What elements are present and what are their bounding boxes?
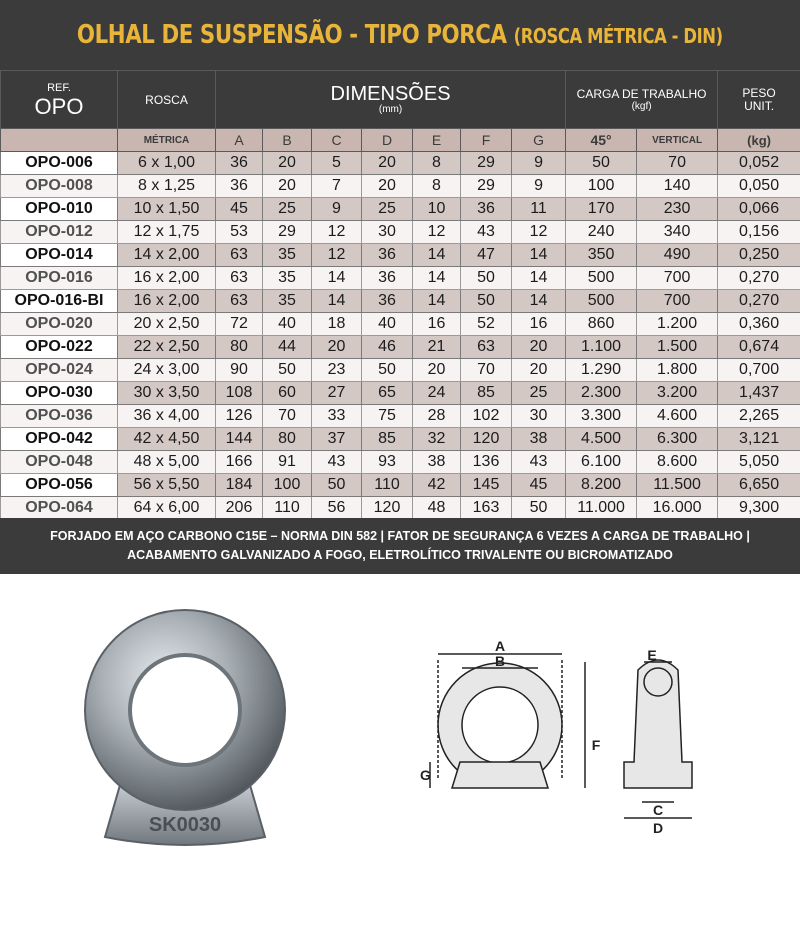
cell-g: 38 <box>512 428 566 451</box>
cell-rosca: 30 x 3,50 <box>118 382 216 405</box>
cell-peso: 0,052 <box>718 152 800 175</box>
cell-peso: 0,066 <box>718 198 800 221</box>
cell-d: 36 <box>362 267 413 290</box>
cell-b: 91 <box>263 451 312 474</box>
cell-a: 144 <box>216 428 263 451</box>
sub-45: 45° <box>566 129 637 152</box>
cell-ref: OPO-024 <box>1 359 118 382</box>
cell-e: 32 <box>413 428 461 451</box>
cell-c: 33 <box>312 405 362 428</box>
cell-a: 90 <box>216 359 263 382</box>
cell-f: 136 <box>461 451 512 474</box>
cell-peso: 0,250 <box>718 244 800 267</box>
cell-c: 12 <box>312 221 362 244</box>
label-e: E <box>647 647 657 663</box>
cell-g: 20 <box>512 336 566 359</box>
header-rosca: ROSCA <box>118 71 216 129</box>
cell-c45: 860 <box>566 313 637 336</box>
cell-a: 126 <box>216 405 263 428</box>
sub-col-a: A <box>216 129 263 152</box>
cell-g: 25 <box>512 382 566 405</box>
cell-ref: OPO-064 <box>1 497 118 520</box>
cell-peso: 5,050 <box>718 451 800 474</box>
sub-vertical: VERTICAL <box>637 129 718 152</box>
cell-g: 30 <box>512 405 566 428</box>
cell-vert: 3.200 <box>637 382 718 405</box>
cell-vert: 1.200 <box>637 313 718 336</box>
cell-peso: 0,674 <box>718 336 800 359</box>
sub-kg: (kg) <box>718 129 800 152</box>
cell-f: 47 <box>461 244 512 267</box>
cell-peso: 0,050 <box>718 175 800 198</box>
table-row <box>1 428 800 451</box>
title-bar <box>0 0 800 70</box>
sub-col-f: F <box>461 129 512 152</box>
cell-a: 63 <box>216 244 263 267</box>
cell-g: 14 <box>512 244 566 267</box>
cell-ref: OPO-056 <box>1 474 118 497</box>
cell-g: 9 <box>512 152 566 175</box>
cell-rosca: 36 x 4,00 <box>118 405 216 428</box>
sub-col-g: G <box>512 129 566 152</box>
cell-rosca: 12 x 1,75 <box>118 221 216 244</box>
cell-d: 40 <box>362 313 413 336</box>
cell-b: 80 <box>263 428 312 451</box>
cell-b: 60 <box>263 382 312 405</box>
eye-nut-photo <box>75 605 295 865</box>
table-row <box>1 474 800 497</box>
cell-c45: 100 <box>566 175 637 198</box>
cell-b: 35 <box>263 290 312 313</box>
cell-ref: OPO-008 <box>1 175 118 198</box>
cell-c45: 1.100 <box>566 336 637 359</box>
cell-peso: 0,360 <box>718 313 800 336</box>
footer-line-2: ACABAMENTO GALVANIZADO A FOGO, ELETROLÍTICO TRIVALENTE OU BICROMATIZADO <box>127 548 673 562</box>
cell-g: 9 <box>512 175 566 198</box>
cell-vert: 70 <box>637 152 718 175</box>
cell-ref: OPO-012 <box>1 221 118 244</box>
cell-a: 36 <box>216 175 263 198</box>
cell-g: 43 <box>512 451 566 474</box>
cell-g: 16 <box>512 313 566 336</box>
cell-g: 45 <box>512 474 566 497</box>
cell-g: 12 <box>512 221 566 244</box>
cell-rosca: 24 x 3,00 <box>118 359 216 382</box>
cell-c: 18 <box>312 313 362 336</box>
cell-b: 20 <box>263 152 312 175</box>
label-f: F <box>591 737 601 753</box>
cell-vert: 4.600 <box>637 405 718 428</box>
cell-peso: 1,437 <box>718 382 800 405</box>
footer-line-1: FORJADO EM AÇO CARBONO C15E – NORMA DIN 582 | FATOR DE SEGURANÇA 6 VEZES A CARGA DE TRABALHO | <box>50 529 750 543</box>
cell-c45: 8.200 <box>566 474 637 497</box>
table-row <box>1 359 800 382</box>
cell-a: 184 <box>216 474 263 497</box>
cell-ref: OPO-006 <box>1 152 118 175</box>
cell-peso: 9,300 <box>718 497 800 520</box>
technical-drawing <box>420 640 720 840</box>
cell-e: 20 <box>413 359 461 382</box>
table-row <box>1 336 800 359</box>
cell-ref: OPO-036 <box>1 405 118 428</box>
label-g: G <box>420 767 431 783</box>
cell-vert: 700 <box>637 290 718 313</box>
cell-g: 50 <box>512 497 566 520</box>
cell-f: 70 <box>461 359 512 382</box>
cell-f: 50 <box>461 267 512 290</box>
title-sub: (ROSCA MÉTRICA - DIN) <box>513 24 723 48</box>
cell-d: 75 <box>362 405 413 428</box>
label-a: A <box>494 640 506 654</box>
header-ref: REF. OPO <box>1 71 118 129</box>
cell-d: 36 <box>362 244 413 267</box>
subheader-row <box>1 129 800 152</box>
cell-vert: 8.600 <box>637 451 718 474</box>
cell-peso: 0,700 <box>718 359 800 382</box>
table-row <box>1 152 800 175</box>
cell-c45: 6.100 <box>566 451 637 474</box>
cell-d: 120 <box>362 497 413 520</box>
cell-e: 8 <box>413 175 461 198</box>
cell-f: 102 <box>461 405 512 428</box>
cell-a: 108 <box>216 382 263 405</box>
cell-rosca: 20 x 2,50 <box>118 313 216 336</box>
cell-e: 12 <box>413 221 461 244</box>
cell-vert: 700 <box>637 267 718 290</box>
cell-vert: 140 <box>637 175 718 198</box>
sub-col-b: B <box>263 129 312 152</box>
cell-e: 14 <box>413 267 461 290</box>
cell-c: 5 <box>312 152 362 175</box>
cell-e: 48 <box>413 497 461 520</box>
cell-e: 28 <box>413 405 461 428</box>
cell-f: 63 <box>461 336 512 359</box>
header-peso: PESO UNIT. <box>718 71 800 129</box>
cell-a: 63 <box>216 290 263 313</box>
cell-ref: OPO-042 <box>1 428 118 451</box>
nut-hole-shape <box>130 655 240 765</box>
table-row <box>1 221 800 244</box>
cell-rosca: 8 x 1,25 <box>118 175 216 198</box>
cell-b: 25 <box>263 198 312 221</box>
cell-a: 206 <box>216 497 263 520</box>
cell-rosca: 14 x 2,00 <box>118 244 216 267</box>
cell-e: 8 <box>413 152 461 175</box>
cell-vert: 490 <box>637 244 718 267</box>
cell-rosca: 10 x 1,50 <box>118 198 216 221</box>
cell-ref: OPO-022 <box>1 336 118 359</box>
cell-d: 65 <box>362 382 413 405</box>
cell-b: 29 <box>263 221 312 244</box>
cell-ref: OPO-016 <box>1 267 118 290</box>
cell-f: 163 <box>461 497 512 520</box>
cell-rosca: 6 x 1,00 <box>118 152 216 175</box>
cell-c45: 170 <box>566 198 637 221</box>
table-row <box>1 497 800 520</box>
cell-f: 120 <box>461 428 512 451</box>
cell-c: 9 <box>312 198 362 221</box>
cell-e: 24 <box>413 382 461 405</box>
table-row <box>1 313 800 336</box>
cell-d: 30 <box>362 221 413 244</box>
cell-c45: 500 <box>566 290 637 313</box>
cell-c: 14 <box>312 290 362 313</box>
cell-ref: OPO-010 <box>1 198 118 221</box>
cell-c: 56 <box>312 497 362 520</box>
cell-e: 42 <box>413 474 461 497</box>
cell-ref: OPO-016-BI <box>1 290 118 313</box>
table-row <box>1 267 800 290</box>
sub-metrica: MÉTRICA <box>118 129 216 152</box>
cell-f: 85 <box>461 382 512 405</box>
cell-peso: 6,650 <box>718 474 800 497</box>
cell-rosca: 22 x 2,50 <box>118 336 216 359</box>
cell-ref: OPO-048 <box>1 451 118 474</box>
cell-g: 11 <box>512 198 566 221</box>
header-dimensoes: DIMENSÕES (mm) <box>216 71 566 129</box>
cell-ref: OPO-014 <box>1 244 118 267</box>
cell-f: 36 <box>461 198 512 221</box>
cell-b: 110 <box>263 497 312 520</box>
cell-d: 25 <box>362 198 413 221</box>
table-row <box>1 290 800 313</box>
cell-c: 7 <box>312 175 362 198</box>
cell-d: 93 <box>362 451 413 474</box>
cell-c45: 4.500 <box>566 428 637 451</box>
cell-c45: 11.000 <box>566 497 637 520</box>
cell-c45: 1.290 <box>566 359 637 382</box>
cell-peso: 2,265 <box>718 405 800 428</box>
cell-d: 36 <box>362 290 413 313</box>
table-body <box>1 152 800 520</box>
cell-e: 16 <box>413 313 461 336</box>
label-b: B <box>494 653 506 669</box>
sub-col-c: C <box>312 129 362 152</box>
header-carga: CARGA DE TRABALHO (kgf) <box>566 71 718 129</box>
cell-a: 166 <box>216 451 263 474</box>
cell-a: 80 <box>216 336 263 359</box>
cell-a: 45 <box>216 198 263 221</box>
cell-f: 43 <box>461 221 512 244</box>
cell-e: 21 <box>413 336 461 359</box>
cell-b: 70 <box>263 405 312 428</box>
cell-vert: 16.000 <box>637 497 718 520</box>
table-row <box>1 451 800 474</box>
cell-c45: 240 <box>566 221 637 244</box>
cell-vert: 1.800 <box>637 359 718 382</box>
cell-b: 35 <box>263 244 312 267</box>
cell-vert: 1.500 <box>637 336 718 359</box>
cell-d: 20 <box>362 152 413 175</box>
label-d: D <box>652 820 664 836</box>
spec-table <box>0 70 800 520</box>
table-row <box>1 198 800 221</box>
cell-g: 14 <box>512 267 566 290</box>
cell-f: 52 <box>461 313 512 336</box>
cell-ref: OPO-020 <box>1 313 118 336</box>
cell-peso: 0,270 <box>718 267 800 290</box>
cell-g: 20 <box>512 359 566 382</box>
table-row <box>1 244 800 267</box>
label-c: C <box>652 802 664 818</box>
cell-rosca: 56 x 5,50 <box>118 474 216 497</box>
cell-e: 14 <box>413 244 461 267</box>
cell-peso: 3,121 <box>718 428 800 451</box>
cell-c: 43 <box>312 451 362 474</box>
cell-d: 20 <box>362 175 413 198</box>
cell-b: 20 <box>263 175 312 198</box>
cell-peso: 0,156 <box>718 221 800 244</box>
cell-a: 36 <box>216 152 263 175</box>
cell-c: 12 <box>312 244 362 267</box>
sub-empty <box>1 129 118 152</box>
cell-d: 85 <box>362 428 413 451</box>
cell-c: 37 <box>312 428 362 451</box>
page-title <box>77 20 723 50</box>
table-row <box>1 405 800 428</box>
cell-c: 23 <box>312 359 362 382</box>
cell-c: 50 <box>312 474 362 497</box>
cell-e: 14 <box>413 290 461 313</box>
cell-a: 53 <box>216 221 263 244</box>
cell-f: 145 <box>461 474 512 497</box>
cell-d: 46 <box>362 336 413 359</box>
cell-e: 10 <box>413 198 461 221</box>
cell-c45: 350 <box>566 244 637 267</box>
cell-a: 72 <box>216 313 263 336</box>
cell-rosca: 48 x 5,00 <box>118 451 216 474</box>
cell-c: 20 <box>312 336 362 359</box>
cell-f: 50 <box>461 290 512 313</box>
cell-c45: 50 <box>566 152 637 175</box>
cell-c45: 3.300 <box>566 405 637 428</box>
cell-e: 38 <box>413 451 461 474</box>
cell-a: 63 <box>216 267 263 290</box>
cell-vert: 6.300 <box>637 428 718 451</box>
cell-rosca: 16 x 2,00 <box>118 290 216 313</box>
cell-f: 29 <box>461 152 512 175</box>
cell-peso: 0,270 <box>718 290 800 313</box>
cell-c: 27 <box>312 382 362 405</box>
cell-vert: 11.500 <box>637 474 718 497</box>
cell-rosca: 16 x 2,00 <box>118 267 216 290</box>
cell-d: 110 <box>362 474 413 497</box>
table-row <box>1 382 800 405</box>
cell-f: 29 <box>461 175 512 198</box>
cell-b: 44 <box>263 336 312 359</box>
cell-c45: 500 <box>566 267 637 290</box>
sub-col-d: D <box>362 129 413 152</box>
cell-b: 50 <box>263 359 312 382</box>
cell-c: 14 <box>312 267 362 290</box>
sub-col-e: E <box>413 129 461 152</box>
cell-vert: 340 <box>637 221 718 244</box>
cell-b: 40 <box>263 313 312 336</box>
cell-g: 14 <box>512 290 566 313</box>
cell-rosca: 42 x 4,50 <box>118 428 216 451</box>
footer-notes <box>0 518 800 574</box>
cell-rosca: 64 x 6,00 <box>118 497 216 520</box>
cell-b: 35 <box>263 267 312 290</box>
cell-b: 100 <box>263 474 312 497</box>
cell-vert: 230 <box>637 198 718 221</box>
header-row <box>1 71 800 129</box>
cell-c45: 2.300 <box>566 382 637 405</box>
cell-ref: OPO-030 <box>1 382 118 405</box>
nut-stamp: SK0030 <box>148 814 222 836</box>
table-row <box>1 175 800 198</box>
cell-d: 50 <box>362 359 413 382</box>
title-main: OLHAL DE SUSPENSÃO - TIPO PORCA <box>77 20 507 50</box>
